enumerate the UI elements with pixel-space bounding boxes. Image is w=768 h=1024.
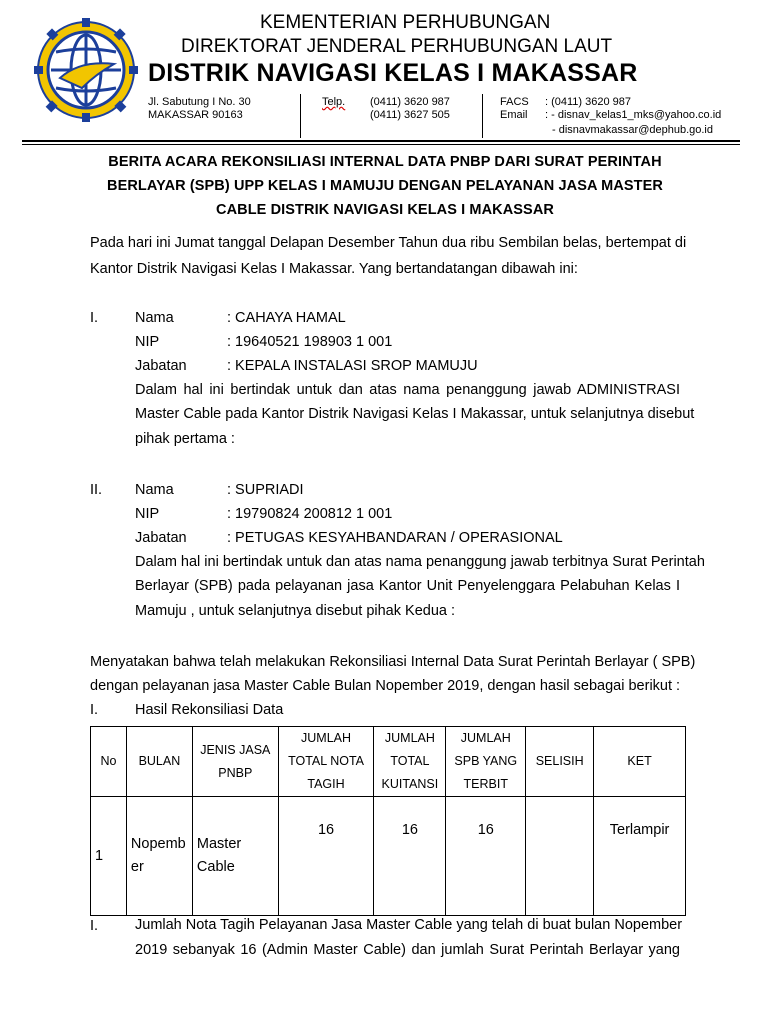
- header-kuitansi-line: KUITANSI: [381, 777, 439, 791]
- header-kuitansi-line: JUMLAH: [384, 731, 435, 745]
- header-kuitansi-line: TOTAL: [390, 754, 430, 768]
- cell-bulan-line: er: [130, 859, 144, 875]
- party-2-nip-label: NIP: [135, 506, 160, 522]
- party-1-jabatan-value: : KEPALA INSTALASI SROP MAMUJU: [227, 358, 478, 374]
- header-total-nota: [278, 727, 374, 797]
- intro-line: Kantor Distrik Navigasi Kelas I Makassar. Yang bertandatangan dibawah ini:: [90, 261, 578, 277]
- header-no: No: [91, 727, 127, 797]
- letterhead-rule-thin: [22, 144, 740, 145]
- party-2-numeral: II.: [90, 482, 103, 498]
- footer-numeral: I.: [90, 918, 99, 934]
- footer-line: 2019 sebanyak 16 (Admin Master Cable) dan jumlah Surat Perintah Berlayar yang: [135, 942, 680, 958]
- party-2-jabatan-label: Jabatan: [135, 530, 187, 546]
- cell-jenis-line: Master: [196, 836, 242, 852]
- cell-no: 1: [91, 797, 127, 916]
- header-spb-line: JUMLAH: [460, 731, 511, 745]
- telp-label: Telp.: [322, 96, 346, 108]
- district-name: DISTRIK NAVIGASI KELAS I MAKASSAR: [148, 59, 638, 87]
- header-spb-terbit: [446, 727, 526, 797]
- party-2-description: Mamuju , untuk selanjutnya disebut pihak Kedua :: [135, 603, 456, 619]
- cell-jenis-jasa: [192, 797, 278, 916]
- intro-line: Pada hari ini Jumat tanggal Delapan Desember Tahun dua ribu Sembilan belas, bertempat di: [90, 235, 687, 251]
- party-1-numeral: I.: [90, 310, 99, 326]
- title-line: BERITA ACARA REKONSILIASI INTERNAL DATA PNBP DARI SURAT PERINTAH: [108, 154, 662, 170]
- document-title: [80, 150, 690, 222]
- statement-line: Menyatakan bahwa telah melakukan Rekonsiliasi Internal Data Surat Perintah Berlayar ( SPB): [90, 654, 696, 670]
- header-nota-line: TOTAL NOTA: [288, 754, 364, 768]
- party-1-nip-value: : 19640521 198903 1 001: [227, 334, 393, 350]
- ministry-name: KEMENTERIAN PERHUBUNGAN: [260, 12, 551, 33]
- header-jenis-line: PNBP: [218, 765, 253, 780]
- party-1-nama-label: Nama: [135, 310, 174, 326]
- party-2-nama-value: : SUPRIADI: [227, 482, 304, 498]
- header-divider: [300, 94, 301, 138]
- facs-label: FACS: [500, 96, 529, 108]
- header-spb-line: TERBIT: [463, 777, 508, 791]
- party-2-jabatan-value: : PETUGAS KESYAHBANDARAN / OPERASIONAL: [227, 530, 563, 546]
- party-1-nama-value: : CAHAYA HAMAL: [227, 310, 346, 326]
- cell-total-nota: 16: [278, 797, 374, 916]
- party-2-nama-label: Nama: [135, 482, 174, 498]
- header-jenis-line: JENIS JASA: [200, 742, 271, 757]
- telp-number-1: (0411) 3620 987: [370, 96, 450, 108]
- section-numeral: I.: [90, 702, 99, 718]
- header-nota-line: TAGIH: [307, 777, 345, 791]
- header-nota-line: JUMLAH: [301, 731, 352, 745]
- header-ket: KET: [594, 727, 686, 797]
- email-address-1: : - disnav_kelas1_mks@yahoo.co.id: [545, 109, 722, 121]
- address-line-1: Jl. Sabutung I No. 30: [148, 96, 251, 108]
- cell-total-kuitansi: 16: [374, 797, 446, 916]
- cell-bulan: [126, 797, 192, 916]
- cell-ket: Terlampir: [594, 797, 686, 916]
- party-1-jabatan-label: Jabatan: [135, 358, 187, 374]
- header-spb-line: SPB YANG: [454, 754, 518, 768]
- table-header-row: [91, 727, 686, 797]
- cell-spb-terbit: 16: [446, 797, 526, 916]
- party-1-nip-label: NIP: [135, 334, 160, 350]
- cell-selisih: [526, 797, 594, 916]
- email-label: Email: [500, 109, 528, 121]
- reconciliation-table: [90, 726, 686, 916]
- ministry-emblem-icon: [30, 18, 142, 122]
- address-line-2: MAKASSAR 90163: [148, 109, 243, 121]
- directorate-name: DIREKTORAT JENDERAL PERHUBUNGAN LAUT: [181, 36, 613, 57]
- header-total-kuitansi: [374, 727, 446, 797]
- party-2-description: Berlayar (SPB) pada pelayanan jasa Kantor Unit Penyelenggara Pelabuhan Kelas I: [135, 578, 680, 594]
- letterhead-rule: [22, 140, 740, 142]
- party-2-description: Dalam hal ini bertindak untuk dan atas nama penanggung jawab terbitnya Surat Perintah: [135, 554, 705, 570]
- section-title: Hasil Rekonsiliasi Data: [135, 702, 284, 718]
- cell-jenis-line: Cable: [196, 859, 235, 875]
- party-2-nip-value: : 19790824 200812 1 001: [227, 506, 393, 522]
- email-address-2: - disnavmakassar@dephub.go.id: [552, 124, 713, 136]
- facs-number: : (0411) 3620 987: [545, 96, 632, 108]
- header-bulan: BULAN: [126, 727, 192, 797]
- table-row: [91, 797, 686, 916]
- party-1-description: Master Cable pada Kantor Distrik Navigasi Kelas I Makassar, untuk selanjutnya disebut: [135, 406, 695, 422]
- statement-line: dengan pelayanan jasa Master Cable Bulan Nopember 2019, dengan hasil sebagai berikut :: [90, 678, 681, 694]
- party-1-description: pihak pertama :: [135, 431, 235, 447]
- party-1-description: Dalam hal ini bertindak untuk dan atas nama penanggung jawab ADMINISTRASI: [135, 382, 680, 398]
- title-line: CABLE DISTRIK NAVIGASI KELAS I MAKASSAR: [216, 202, 554, 218]
- title-line: BERLAYAR (SPB) UPP KELAS I MAMUJU DENGAN PELAYANAN JASA MASTER: [107, 178, 663, 194]
- header-divider: [482, 94, 483, 138]
- header-selisih: SELISIH: [526, 727, 594, 797]
- cell-bulan-line: Nopemb: [130, 836, 186, 852]
- telp-number-2: (0411) 3627 505: [370, 109, 450, 121]
- footer-line: Jumlah Nota Tagih Pelayanan Jasa Master Cable yang telah di buat bulan Nopember: [135, 917, 683, 933]
- header-jenis-jasa: [192, 727, 278, 797]
